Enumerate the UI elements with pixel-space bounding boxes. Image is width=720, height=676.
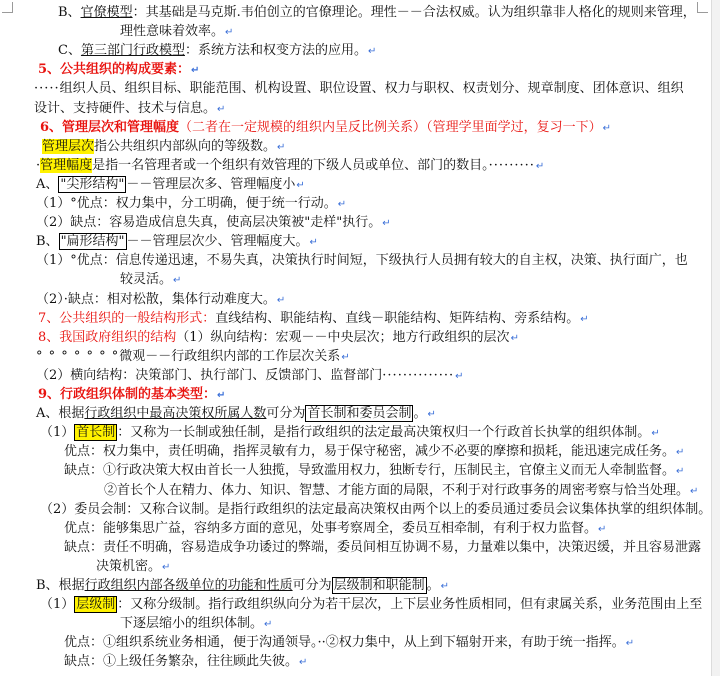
line-text: ：其基础是马克斯.韦伯创立的官僚理论。理性－－合法权威。认为组织靠非人格化的规则来管理， — [132, 5, 696, 20]
list-label: （2） — [40, 501, 75, 517]
paragraph-line — [120, 615, 272, 633]
line-text: 优点：权力集中，责任明确，指挥灵敏有力，易于保守秘密，减少不必要的摩擦和损耗，能迅速完成任务。 — [64, 444, 676, 460]
line-text: ：系统方法和权变方法的应用。 — [184, 43, 367, 59]
paragraph-line — [64, 653, 307, 671]
line-text: 优点：①组织系统业务相通，便于沟通领导。··②权力集中，从上到下辐射开来，有助于统一指挥。 — [64, 635, 625, 651]
boxed-term: 层级制 — [76, 597, 116, 613]
paragraph-line — [64, 539, 701, 557]
leader-dots: ·············· — [382, 367, 455, 383]
paragraph-mark-icon: ↵ — [382, 218, 391, 230]
heading-remark: （管理学里面学过，复习一下） — [426, 119, 602, 135]
line-text: 缺点：容易造成信息失真，使高层决策被"走样"执行。 — [70, 215, 382, 231]
line-text: （1）纵向结构：宏观－－中央层次；地方行政组织的层次 — [176, 329, 510, 345]
heading-text: 5、公共组织的构成要素： — [38, 62, 191, 78]
boxed-term: 首长制和委员会制 — [307, 406, 412, 422]
paragraph-line — [104, 482, 698, 500]
paragraph-line — [36, 252, 688, 270]
list-label: A、 — [36, 176, 59, 192]
list-label: （2） — [36, 291, 64, 307]
paragraph-line — [36, 157, 544, 175]
paragraph-line — [64, 634, 634, 652]
paragraph-mark-icon: ↵ — [191, 65, 200, 77]
paragraph-mark-icon: ↵ — [299, 657, 308, 669]
section-heading — [40, 119, 611, 137]
paragraph-line — [34, 100, 225, 118]
paragraph-line — [40, 596, 702, 614]
line-text: 根据 — [58, 578, 85, 593]
line-text: 指公共组织内部纵向的等级数。 — [94, 138, 277, 154]
page-corner-mark — [697, 2, 708, 13]
heading-text: 8、我国政府组织的结构 — [38, 329, 177, 345]
line-text: －－管理层次少、管理幅度大。 — [126, 234, 309, 250]
paragraph-line — [40, 501, 720, 519]
paragraph-mark-icon: ↵ — [276, 294, 286, 306]
list-label: （1） — [40, 597, 75, 613]
list-label: C、 — [58, 43, 81, 59]
paragraph-line — [36, 367, 464, 385]
line-text: 。 — [426, 578, 440, 593]
list-label: A、 — [36, 406, 59, 422]
leader-dots: ········· — [488, 157, 535, 173]
paragraph-line — [64, 462, 684, 480]
paragraph-mark-icon: ↵ — [296, 179, 305, 191]
section-heading — [38, 329, 519, 347]
list-label: B、 — [58, 5, 81, 20]
heading-note: （二者在一定规模的组织内呈反比例关系） — [179, 119, 427, 135]
paragraph-line — [36, 214, 391, 232]
line-text: 可分为 — [266, 406, 306, 422]
line-text: 缺点：①上级任务繁杂，往往顾此失彼。 — [64, 654, 299, 670]
paragraph-mark-icon: ↵ — [337, 199, 347, 210]
line-text: ：又称分级制。指行政组织纵向分为若干层次，上下层业务性质相同，但有隶属关系，业务范围由上至 — [117, 597, 703, 613]
line-text: 微观－－行政组织内部的工作层次关系 — [119, 348, 341, 364]
line-text: 。 — [413, 406, 427, 422]
paragraph-line — [36, 291, 285, 309]
line-text: 缺点：①行政决策大权由首长一人独揽，导致滥用权力，独断专行，压制民主，官僚主义而无人牵制监督。 — [64, 463, 676, 479]
paragraph-mark-icon: ↵ — [341, 351, 350, 363]
paragraph-mark-icon: ↵ — [440, 581, 450, 592]
paragraph-mark-icon: ↵ — [277, 141, 286, 153]
paragraph-mark-icon: ↵ — [309, 237, 318, 249]
line-text: 根据 — [58, 406, 85, 422]
line-text: 决策机密。 — [96, 558, 162, 574]
leader-dots: ····· — [34, 81, 60, 97]
paragraph-mark-icon: ↵ — [676, 447, 685, 459]
paragraph-mark-icon: ↵ — [690, 485, 699, 497]
highlighted-term: 管理层次 — [42, 138, 95, 154]
leader-dots: ° ° ° ° ° ° ° — [36, 348, 120, 364]
paragraph-mark-icon: ↵ — [510, 332, 519, 344]
line-text: °优点：信息传递迅速，不易失真，决策执行时间短，下级执行人员拥有较大的自主权，决策、执行面广，也 — [70, 253, 688, 269]
section-heading — [38, 386, 225, 404]
page-corner-mark — [2, 2, 13, 13]
line-text: 委员会制：又称合议制。是指行政组织的法定最高决策权由两个以上的委员通过委员会议集体执掌的组织体制。 — [74, 501, 712, 517]
underlined-text: 行政组织中最高决策权所属人数 — [84, 406, 267, 422]
line-text: 理性意味着效率。 — [120, 24, 225, 40]
paragraph-mark-icon: ↵ — [225, 27, 234, 39]
vertical-scrollbar[interactable] — [711, 0, 720, 676]
paragraph-mark-icon: ↵ — [651, 428, 660, 440]
paragraph-mark-icon: ↵ — [625, 638, 635, 650]
paragraph-line — [40, 424, 660, 442]
list-label: B、 — [36, 578, 59, 593]
term: 第三部门行政模型 — [80, 43, 185, 59]
paragraph-line — [34, 80, 684, 98]
paragraph-line — [120, 23, 233, 41]
heading-text: 7、公共组织的一般结构形式： — [38, 310, 216, 326]
line-text: －－管理层次多、管理幅度小 — [126, 176, 296, 192]
bullet-dot: · — [36, 157, 41, 173]
line-text: 设计、支持硬件、技术与信息。 — [34, 100, 217, 116]
paragraph-mark-icon: ↵ — [162, 561, 171, 573]
paragraph-line — [64, 443, 684, 461]
paragraph-mark-icon: ↵ — [264, 619, 273, 631]
line-text: 缺点：责任不明确，容易造成争功诿过的弊端，委员间相互协调不易，力量难以集中，决策迟缓，并且容易泄露 — [64, 539, 702, 555]
list-label: （1） — [40, 425, 75, 441]
paragraph-mark-icon: ↵ — [455, 370, 464, 382]
paragraph-mark-icon: ↵ — [173, 275, 182, 287]
boxed-term: "扁形结构" — [60, 234, 125, 250]
line-text: 是指一名管理者或一个组织有效管理的下级人员或单位、部门的数目。 — [92, 157, 489, 173]
paragraph-line — [36, 348, 350, 366]
list-label: （2） — [36, 367, 71, 383]
boxed-term: 层级制和职能制 — [333, 578, 425, 593]
line-text: ·缺点：相对松散，集体行动难度大。 — [63, 291, 276, 307]
paragraph-line — [36, 577, 449, 595]
paragraph-line — [64, 520, 606, 538]
line-text: °优点：权力集中，分工明确，便于统一行动。 — [70, 196, 337, 211]
section-heading — [38, 61, 199, 79]
term: 官僚模型 — [80, 5, 133, 20]
line-text: 组织人员、组织目标、职能范围、机构设置、职位设置、权力与职权、权责划分、规章制度、团体意识、组织 — [59, 81, 684, 97]
list-label: （1） — [36, 196, 71, 211]
paragraph-line — [36, 233, 318, 251]
highlighted-term: 首长制 — [76, 425, 116, 441]
paragraph-mark-icon: ↵ — [676, 466, 685, 478]
highlighted-term: 管理幅度 — [40, 157, 93, 173]
paragraph-line — [36, 176, 305, 194]
line-text: 横向结构：决策部门、执行部门、反馈部门、监督部门 — [70, 367, 383, 383]
paragraph-mark-icon: ↵ — [535, 160, 545, 172]
paragraph-line — [36, 195, 346, 213]
heading-text: 6、管理层次和管理幅度 — [40, 119, 180, 135]
paragraph-mark-icon: ↵ — [580, 313, 589, 325]
paragraph-mark-icon: ↵ — [217, 103, 226, 115]
line-text: 优点：能够集思广益，容纳多方面的意见，处事考察周全，委员互相牵制，有利于权力监督。 — [64, 520, 598, 536]
line-text: 较灵活。 — [120, 272, 173, 288]
paragraph-line — [58, 4, 696, 22]
line-text: 可分为 — [292, 578, 332, 593]
paragraph-mark-icon: ↵ — [217, 390, 226, 401]
boxed-term: "尖形结构" — [60, 176, 125, 192]
paragraph-mark-icon: ↵ — [427, 409, 436, 421]
underlined-text: 行政组织内部各级单位的功能和性质 — [84, 578, 293, 593]
paragraph-line — [96, 558, 170, 576]
line-text: 直线结构、职能结构、直线－职能结构、矩阵结构、旁系结构。 — [215, 310, 580, 326]
section-heading — [38, 310, 589, 328]
line-text: ②首长个人在精力、体力、知识、智慧、才能方面的局限，不利于对行政事务的周密考察与恰当处理。 — [104, 482, 690, 498]
line-text: 下逐层缩小的组织体制。 — [120, 616, 264, 632]
paragraph-line — [58, 42, 376, 60]
list-label: B、 — [36, 234, 59, 250]
heading-text: 9、行政组织体制的基本类型： — [38, 387, 217, 402]
paragraph-mark-icon: ↵ — [367, 46, 377, 58]
paragraph-mark-icon: ↵ — [598, 523, 607, 535]
line-text: ：又称为一长制或独任制，是指行政组织的法定最高决策权归一个行政首长执掌的组织体制。 — [117, 425, 651, 441]
paragraph-line — [120, 271, 181, 289]
paragraph-mark-icon: ↵ — [602, 122, 611, 134]
paragraph-line — [42, 138, 285, 156]
list-label: （2） — [36, 215, 71, 231]
list-label: （1） — [36, 253, 71, 269]
paragraph-line — [36, 405, 436, 423]
